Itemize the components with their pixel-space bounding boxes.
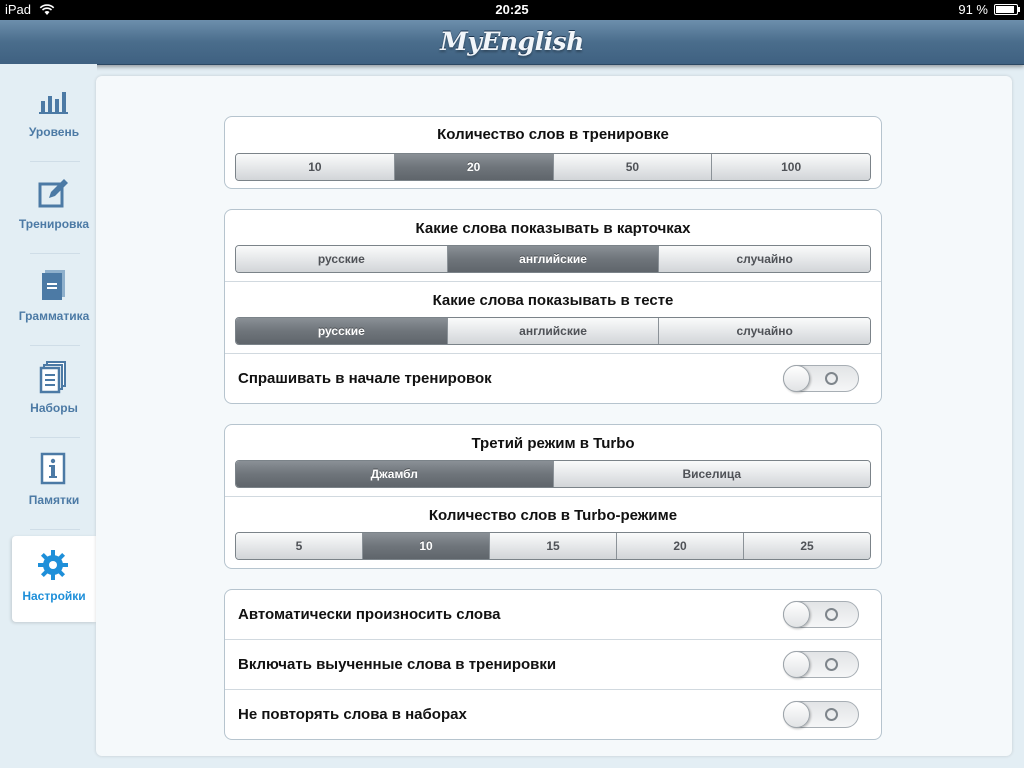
auto-pronounce-label: Автоматически произносить слова bbox=[238, 606, 501, 623]
turbo-mode-segmented bbox=[235, 460, 871, 488]
words-count-option[interactable]: 50 bbox=[554, 154, 713, 180]
words-count-option[interactable]: 10 bbox=[236, 154, 395, 180]
turbo-count-option[interactable]: 10 bbox=[363, 533, 490, 559]
sidebar-item-sets[interactable] bbox=[12, 348, 96, 434]
auto-pronounce-row bbox=[225, 590, 881, 640]
group-toggles bbox=[224, 589, 882, 740]
cards-words-title: Какие слова показывать в карточках bbox=[415, 220, 691, 237]
status-bar bbox=[0, 0, 1024, 20]
sidebar-item-label: Настройки bbox=[22, 589, 86, 603]
sidebar-item-label: Тренировка bbox=[18, 217, 90, 231]
sidebar-item-grammar[interactable] bbox=[12, 256, 96, 342]
turbo-count-option[interactable]: 20 bbox=[617, 533, 744, 559]
sidebar-item-level[interactable] bbox=[12, 72, 96, 158]
test-words-title: Какие слова показывать в тесте bbox=[432, 292, 674, 309]
turbo-count-option[interactable]: 5 bbox=[236, 533, 363, 559]
turbo-count-option[interactable]: 25 bbox=[744, 533, 870, 559]
words-count-segmented bbox=[235, 153, 871, 181]
ask-at-start-row bbox=[225, 354, 881, 404]
test-words-option[interactable]: русские bbox=[236, 318, 448, 344]
toggle-knob bbox=[783, 601, 810, 628]
toggle-knob bbox=[783, 701, 810, 728]
toggle-knob bbox=[783, 651, 810, 678]
info-icon bbox=[36, 452, 70, 486]
cards-icon bbox=[36, 360, 70, 394]
ask-at-start-label: Спрашивать в начале тренировок bbox=[238, 370, 492, 387]
sidebar-item-training[interactable] bbox=[12, 164, 96, 250]
clock: 20:25 bbox=[495, 2, 529, 17]
settings-panel bbox=[96, 76, 1012, 756]
app-logo: MyEnglish bbox=[440, 27, 584, 56]
turbo-count-option[interactable]: 15 bbox=[490, 533, 617, 559]
turbo-mode-option[interactable]: Джамбл bbox=[236, 461, 554, 487]
gear-icon bbox=[36, 548, 70, 582]
test-words-option[interactable]: случайно bbox=[659, 318, 870, 344]
test-words-segmented bbox=[235, 317, 871, 345]
cards-words-option[interactable]: английские bbox=[448, 246, 660, 272]
bar-chart-icon bbox=[36, 84, 70, 118]
sidebar-divider bbox=[30, 161, 80, 162]
no-repeat-row bbox=[225, 690, 881, 740]
battery-icon bbox=[994, 4, 1018, 15]
toggle-knob bbox=[783, 365, 810, 392]
turbo-count-title: Количество слов в Turbo-режиме bbox=[428, 507, 678, 524]
battery-percent: 91 % bbox=[958, 2, 988, 17]
sidebar bbox=[0, 64, 97, 768]
sidebar-divider bbox=[30, 345, 80, 346]
group-turbo bbox=[224, 424, 882, 569]
test-words-option[interactable]: английские bbox=[448, 318, 660, 344]
sidebar-divider bbox=[30, 437, 80, 438]
row-separator bbox=[225, 281, 881, 282]
auto-pronounce-toggle[interactable] bbox=[783, 601, 859, 628]
toggle-off-icon bbox=[825, 372, 838, 385]
cards-words-option[interactable]: случайно bbox=[659, 246, 870, 272]
group-words-count bbox=[224, 116, 882, 189]
sidebar-divider bbox=[30, 529, 80, 530]
sidebar-item-notes[interactable] bbox=[12, 440, 96, 526]
group-word-display bbox=[224, 209, 882, 404]
edit-icon bbox=[36, 176, 70, 210]
ask-at-start-toggle[interactable] bbox=[783, 365, 859, 392]
sidebar-item-label: Грамматика bbox=[18, 309, 90, 323]
words-count-option[interactable]: 20 bbox=[395, 154, 554, 180]
no-repeat-label: Не повторять слова в наборах bbox=[238, 706, 467, 723]
cards-words-segmented bbox=[235, 245, 871, 273]
device-name: iPad bbox=[5, 2, 32, 17]
sidebar-item-label: Уровень bbox=[28, 125, 80, 139]
sidebar-divider bbox=[30, 253, 80, 254]
include-learned-row bbox=[225, 640, 881, 690]
toggle-off-icon bbox=[825, 608, 838, 621]
sidebar-item-label: Наборы bbox=[30, 401, 78, 415]
include-learned-toggle[interactable] bbox=[783, 651, 859, 678]
toggle-off-icon bbox=[825, 658, 838, 671]
words-count-title: Количество слов в тренировке bbox=[437, 126, 669, 143]
turbo-mode-title: Третий режим в Turbo bbox=[471, 435, 635, 452]
toggle-off-icon bbox=[825, 708, 838, 721]
sidebar-item-settings[interactable] bbox=[12, 536, 96, 622]
status-right bbox=[958, 2, 1018, 17]
include-learned-label: Включать выученные слова в тренировки bbox=[238, 656, 557, 673]
navigation-bar bbox=[0, 20, 1024, 65]
cards-words-option[interactable]: русские bbox=[236, 246, 448, 272]
words-count-option[interactable]: 100 bbox=[712, 154, 870, 180]
sidebar-item-label: Памятки bbox=[28, 493, 80, 507]
row-separator bbox=[225, 496, 881, 497]
book-icon bbox=[36, 268, 70, 302]
no-repeat-toggle[interactable] bbox=[783, 701, 859, 728]
turbo-count-segmented bbox=[235, 532, 871, 560]
turbo-mode-option[interactable]: Виселица bbox=[554, 461, 871, 487]
